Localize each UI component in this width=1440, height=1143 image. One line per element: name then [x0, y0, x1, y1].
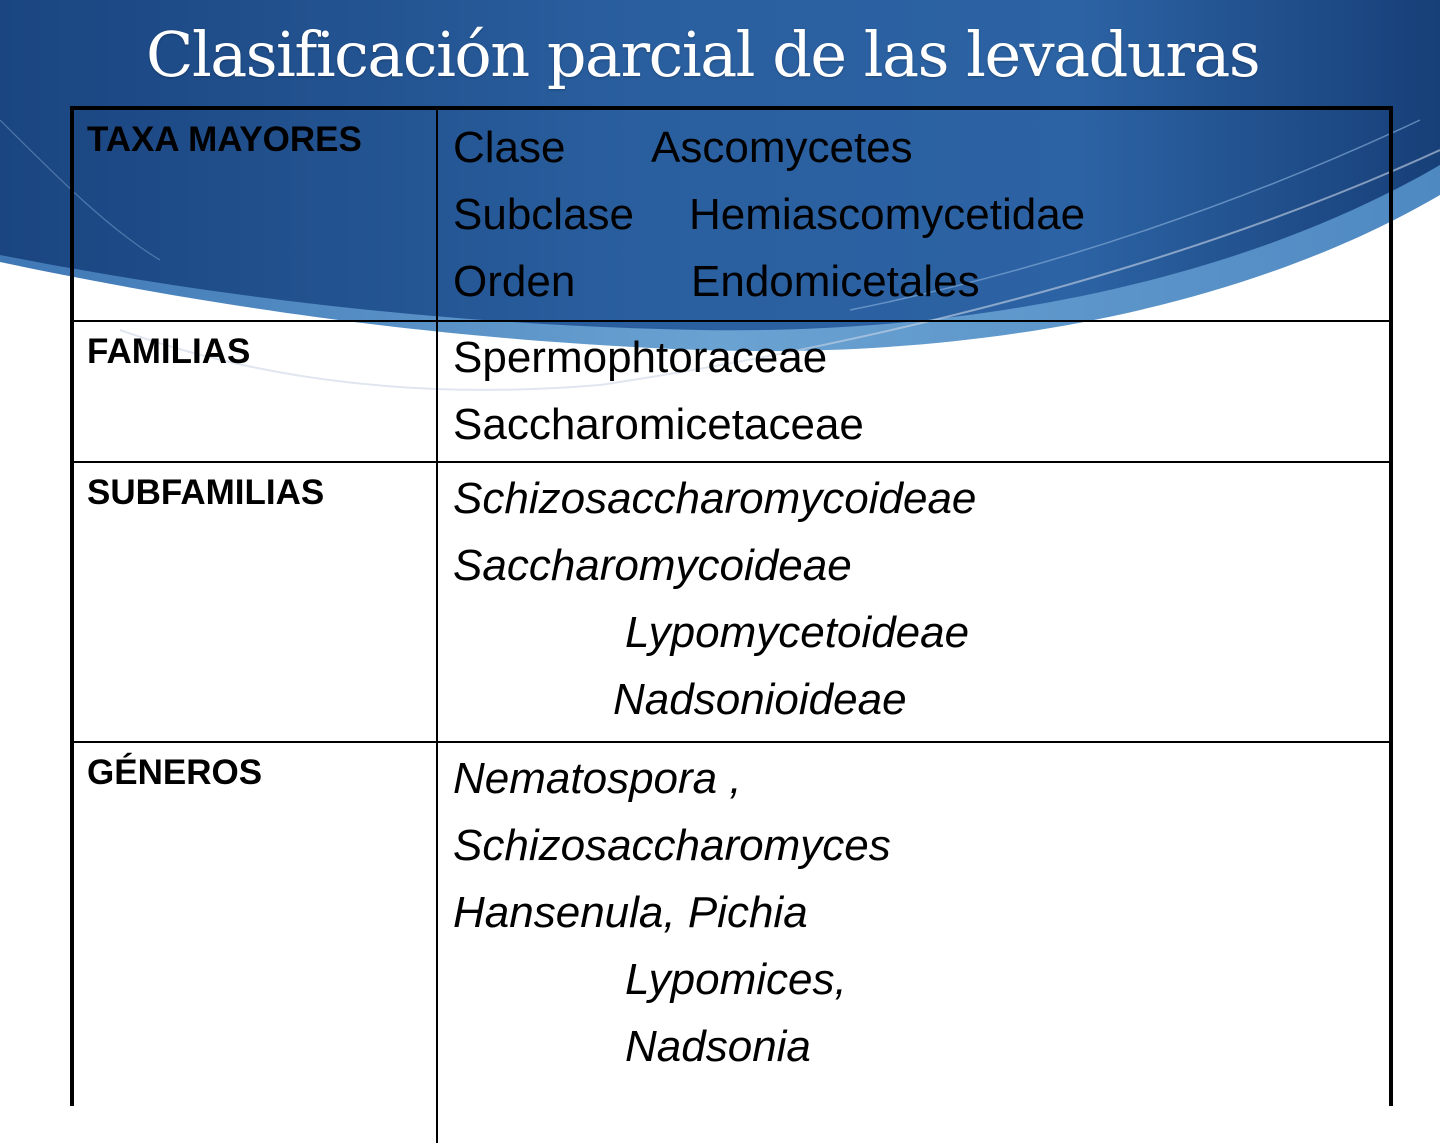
- taxon-entry: [453, 181, 1389, 248]
- row-value: [438, 110, 1389, 320]
- genus-name: Schizosaccharomyces: [453, 821, 891, 870]
- taxon-rank: Subclase: [453, 190, 635, 239]
- row-value: [438, 324, 1389, 461]
- row-label: GÉNEROS: [74, 743, 438, 1143]
- taxon-entry: [453, 114, 1389, 181]
- slide-title: Clasificación parcial de las levaduras: [146, 18, 1260, 91]
- genus-name: Nematospora ,: [453, 754, 742, 803]
- taxon-name: Ascomycetes: [651, 123, 913, 172]
- subfamily-name: Nadsonioideae: [613, 675, 907, 724]
- taxon-name: Hemiascomycetidae: [689, 190, 1086, 239]
- family-name: Spermophtoraceae: [453, 333, 828, 382]
- taxon-entry: [453, 248, 1389, 315]
- subfamily-name: Schizosaccharomycoideae: [453, 474, 977, 523]
- classification-table: [70, 106, 1393, 1106]
- table-row-familias: [74, 320, 1389, 461]
- row-label: SUBFAMILIAS: [74, 463, 438, 741]
- taxon-rank: Orden: [453, 257, 576, 306]
- table-row-taxa-mayores: [74, 110, 1389, 320]
- genus-name: Nadsonia: [625, 1022, 811, 1071]
- row-value: [438, 465, 1389, 741]
- row-label: TAXA MAYORES: [74, 110, 438, 320]
- subfamily-name: Saccharomycoideae: [453, 541, 852, 590]
- taxon-name: Endomicetales: [691, 257, 980, 306]
- taxon-rank: Clase: [453, 123, 566, 172]
- subfamily-name: Lypomycetoideae: [625, 608, 970, 657]
- table-row-subfamilias: [74, 461, 1389, 741]
- family-name: Saccharomicetaceae: [453, 400, 864, 449]
- row-label: FAMILIAS: [74, 322, 438, 461]
- table-row-generos: [74, 741, 1389, 1143]
- row-value: [438, 745, 1389, 1143]
- genus-name: Lypomices,: [625, 955, 847, 1004]
- genus-name: Hansenula, Pichia: [453, 888, 808, 937]
